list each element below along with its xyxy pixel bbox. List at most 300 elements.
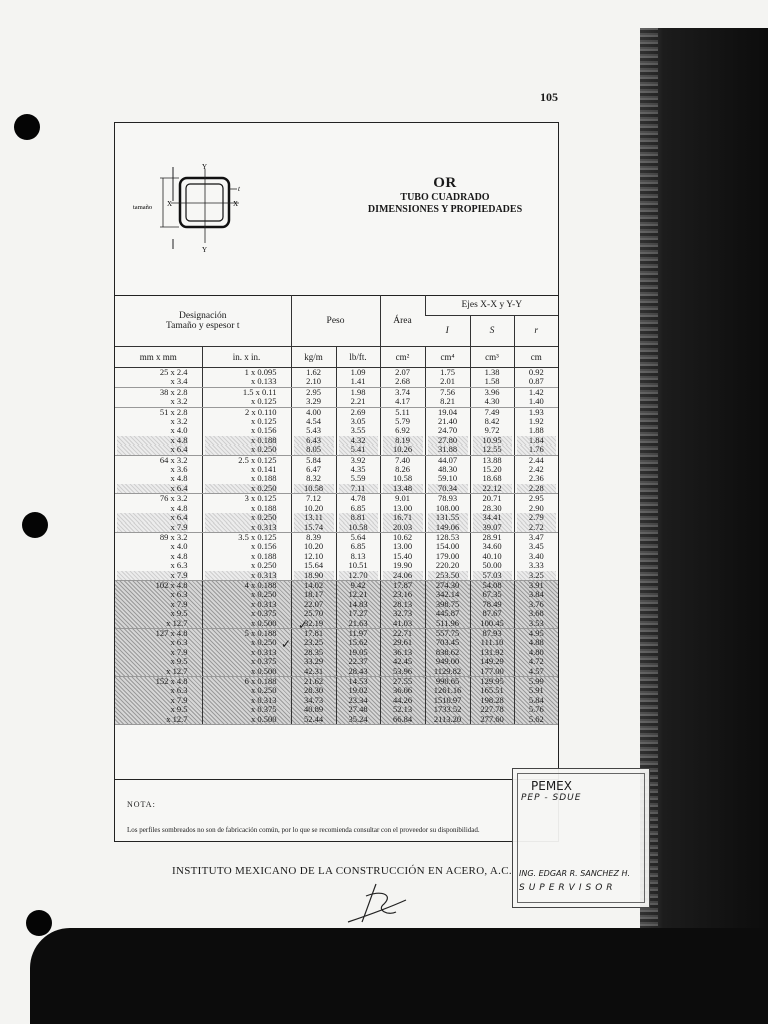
radius-cell	[514, 677, 558, 725]
weight-kg-cell	[291, 407, 336, 455]
table-value: x 6.3	[170, 589, 188, 600]
thickness-value: 0.250	[257, 589, 277, 600]
thickness-value: 0.500	[257, 617, 277, 628]
table-value: 198.28	[480, 694, 504, 705]
size-mm-cell	[115, 407, 202, 455]
table-value: 1 x 0.095	[244, 367, 277, 377]
table-value: 41.03	[392, 617, 413, 628]
table-value: 15.74	[294, 523, 334, 532]
table-value: 0.87	[528, 376, 544, 387]
table-value: x 0.313	[205, 571, 277, 580]
institute-name: INSTITUTO MEXICANO DE LA CONSTRUCCIÓN EN ACERO, A.C.	[172, 865, 512, 877]
table-value: 3 x 0.125	[244, 493, 277, 504]
thickness-value: 4.8	[176, 579, 188, 590]
table-value: 28.13	[392, 598, 413, 609]
size-in-cell	[202, 368, 291, 388]
thickness-value: 0.250	[257, 685, 277, 696]
table-value: 13.48	[383, 484, 423, 493]
table-value: 11.97	[348, 627, 368, 638]
table-value: 2.69	[350, 406, 366, 417]
table-value: 949.00	[435, 656, 460, 667]
table-value: x 0.156	[251, 541, 277, 552]
table-value: 32.19	[303, 617, 324, 628]
binder-hole	[26, 910, 52, 936]
table-value: 15.20	[482, 464, 502, 475]
table-value: 5.99	[528, 676, 544, 686]
table-value: 76 x 3.2	[159, 493, 188, 504]
table-value: 10.58	[392, 473, 413, 484]
thickness-value: 0.188	[257, 434, 277, 445]
size-group-row	[115, 494, 558, 533]
table-value: 5.41	[339, 445, 378, 454]
weight-lb-cell	[336, 628, 380, 676]
table-value: 12.55	[473, 445, 512, 454]
table-value: x 0.375	[251, 608, 277, 619]
thickness-value: 3.6	[176, 464, 188, 475]
stamp-brand: PEMEX	[531, 779, 572, 793]
thickness-value: 0.250	[257, 444, 277, 455]
size-mm-value: 89	[159, 531, 169, 542]
thickness-value: 12.7	[172, 713, 188, 724]
table-value: 154.00	[435, 541, 460, 552]
table-value: x 0.125	[251, 416, 277, 427]
table-value: 57.03	[473, 571, 512, 580]
sheet-title	[355, 175, 535, 216]
table-value: x 7.9	[117, 571, 188, 580]
table-value: 128.53	[435, 531, 460, 542]
table-value: 8.05	[294, 445, 334, 454]
weight-kg-cell	[291, 628, 336, 676]
table-value: x 9.5	[170, 608, 188, 619]
table-value: 4.78	[350, 493, 366, 504]
table-value: 14.53	[348, 676, 368, 686]
size-mm-value: 152	[155, 676, 169, 686]
thickness-value: 7.9	[176, 521, 188, 532]
table-value: 70.34	[428, 484, 468, 493]
table-value: x 3.6	[170, 464, 188, 475]
modulus-cell	[470, 677, 514, 725]
thickness-value: 2.8	[176, 406, 188, 417]
table-value: 1.88	[528, 425, 544, 436]
diagram-axis-x-right: X	[233, 200, 239, 208]
section-subtitle: TUBO CUADRADO	[400, 192, 490, 203]
thickness-value: 0.125	[257, 396, 277, 407]
handwritten-check-mark: ✓	[281, 637, 292, 651]
table-value: 342.14	[435, 589, 460, 600]
table-value: x 7.9	[170, 646, 188, 657]
size-group-row	[115, 628, 558, 676]
table-value: 2.68	[395, 376, 410, 387]
radius-cell	[514, 368, 558, 388]
table-value: 10.62	[392, 531, 413, 542]
table-value: 253.50	[428, 571, 468, 580]
table-value: 42.31	[303, 665, 324, 676]
table-value: 6 x 0.188	[244, 676, 277, 686]
weight-lb-cell	[336, 368, 380, 388]
table-value: 19.05	[348, 646, 368, 657]
table-value: 8.13	[350, 550, 366, 561]
table-value: x 0.125	[251, 396, 277, 407]
size-mm-value: 76	[159, 493, 169, 504]
table-value: 36.13	[392, 646, 413, 657]
size-mm-cell	[115, 455, 202, 494]
table-value: 10.20	[303, 541, 324, 552]
table-value: 14.02	[303, 579, 324, 590]
table-value: 277.60	[480, 713, 504, 724]
radius-cell	[514, 628, 558, 676]
size-group-row	[115, 455, 558, 494]
size-group-row	[115, 368, 558, 388]
table-value: 152 x 4.8	[155, 676, 188, 686]
table-value: 5.76	[528, 704, 544, 715]
thickness-value: 7.9	[176, 569, 188, 580]
table-value: 4.00	[306, 406, 321, 417]
stamp-department: PEP - SDUE	[521, 793, 582, 803]
thickness-value: 0.188	[257, 627, 277, 638]
modulus-cell	[470, 455, 514, 494]
table-value: 1.92	[528, 416, 544, 427]
unit-label: cm²	[380, 347, 425, 368]
weight-lb-cell	[336, 387, 380, 407]
thickness-value: 0.250	[257, 560, 277, 571]
table-value: 8.81	[339, 513, 378, 522]
table-value: 149.06	[428, 523, 468, 532]
unit-label: in. x in.	[202, 347, 291, 368]
size-in-cell	[202, 628, 291, 676]
table-value: x 0.313	[251, 646, 277, 657]
table-value: 102 x 4.8	[155, 579, 188, 590]
diagram-thickness-label: t	[238, 185, 240, 193]
thickness-value: 0.375	[257, 704, 277, 715]
table-value: 5.64	[350, 531, 366, 542]
table-value: 2.44	[528, 454, 544, 465]
size-mm-value: 51	[159, 406, 169, 417]
table-value: x 0.500	[251, 713, 277, 724]
table-value: 51 x 2.8	[159, 406, 188, 417]
table-value: 12.21	[348, 589, 368, 600]
table-value: 8.26	[395, 464, 410, 475]
table-value: 4.88	[528, 637, 544, 648]
table-value: 2.5 x 0.125	[238, 454, 277, 465]
size-in-value: 5	[244, 627, 249, 638]
table-value: 39.07	[473, 523, 512, 532]
table-value: 22.07	[303, 598, 324, 609]
size-mm-cell	[115, 580, 202, 628]
table-value: 0.92	[528, 367, 544, 377]
size-mm-value: 64	[159, 454, 169, 465]
thickness-value: 6.3	[176, 685, 188, 696]
table-value: 87.67	[482, 608, 502, 619]
table-value: 4.54	[306, 416, 321, 427]
table-value: 127 x 4.8	[155, 627, 188, 638]
table-value: 1261.16	[433, 685, 462, 696]
thickness-value: 9.5	[176, 656, 188, 667]
table-value: 18.90	[294, 571, 334, 580]
area-cell	[380, 532, 425, 580]
inertia-cell	[425, 387, 470, 407]
stamp-signer-name: ING. EDGAR R. SANCHEZ H.	[519, 869, 631, 878]
thickness-value: 7.9	[176, 646, 188, 657]
table-value: 5.84	[306, 454, 321, 465]
table-value: x 0.250	[251, 589, 277, 600]
thickness-value: 0.313	[257, 646, 277, 657]
size-in-value: 3.5	[238, 531, 249, 542]
thickness-value: 4.8	[176, 676, 188, 686]
table-value: 1.75	[440, 367, 455, 377]
table-value: 21.63	[348, 617, 368, 628]
thickness-value: 7.9	[176, 598, 188, 609]
designation-header: Designación Tamaño y espesor t	[115, 295, 291, 347]
table-value: 7.56	[440, 386, 455, 397]
table-value: 8.42	[484, 416, 500, 427]
thickness-value: 6.3	[176, 637, 188, 648]
inertia-cell	[425, 455, 470, 494]
thickness-value: 0.156	[257, 425, 277, 436]
table-value: 4.57	[528, 665, 544, 676]
table-value: 18.68	[482, 473, 502, 484]
thickness-value: 0.125	[257, 454, 277, 465]
size-mm-cell	[115, 532, 202, 580]
scan-dark-edge-right	[640, 28, 768, 1024]
weight-kg-cell	[291, 494, 336, 533]
table-value: 10.20	[303, 502, 324, 513]
table-value: 1.84	[517, 436, 557, 445]
table-value: 8.21	[440, 396, 455, 407]
table-value: 131.92	[480, 646, 504, 657]
table-value: 28.30	[303, 685, 324, 696]
table-value: 2.01	[440, 376, 455, 387]
table-value: 838.62	[435, 646, 460, 657]
table-value: 40.10	[482, 550, 502, 561]
table-value: 17.27	[348, 608, 368, 619]
table-value: 3.45	[528, 541, 544, 552]
table-value: 2113.20	[433, 713, 462, 724]
inertia-cell	[425, 580, 470, 628]
table-value: 1.38	[484, 367, 500, 377]
table-value: x 4.0	[170, 541, 188, 552]
table-value: x 0.141	[251, 464, 277, 475]
table-value: 78.93	[437, 493, 458, 504]
table-value: 53.96	[392, 665, 413, 676]
table-value: 3.92	[350, 454, 366, 465]
diagram-axis-x-left: X	[167, 200, 173, 208]
table-value: 54.08	[482, 579, 502, 590]
table-value: 2.90	[528, 502, 544, 513]
table-value: x 9.5	[170, 704, 188, 715]
thickness-value: 0.313	[257, 521, 277, 532]
table-value: 21.62	[303, 676, 324, 686]
weight-lb-cell	[336, 455, 380, 494]
thickness-value: 0.313	[257, 598, 277, 609]
table-value: 3.84	[528, 589, 544, 600]
size-mm-value: 38	[159, 386, 169, 397]
table-value: 1129.82	[433, 665, 462, 676]
table-value: 990.65	[435, 676, 460, 686]
table-value: 15.64	[303, 560, 324, 571]
table-value: 67.35	[482, 589, 502, 600]
table-value: 89 x 3.2	[159, 531, 188, 542]
inertia-cell	[425, 532, 470, 580]
table-value: 15.40	[392, 550, 413, 561]
modulus-cell	[470, 628, 514, 676]
thickness-value: 2.8	[176, 386, 188, 397]
table-value: 7.49	[484, 406, 500, 417]
size-in-cell	[202, 455, 291, 494]
table-value: x 6.3	[170, 560, 188, 571]
weight-kg-cell	[291, 368, 336, 388]
inertia-cell	[425, 407, 470, 455]
table-value: x 0.375	[251, 656, 277, 667]
table-value: 2.36	[528, 473, 544, 484]
thickness-value: 0.133	[257, 376, 277, 387]
size-in-cell	[202, 532, 291, 580]
unit-label: cm⁴	[425, 347, 470, 368]
table-value: 1733.52	[433, 704, 462, 715]
table-value: 1.62	[306, 367, 321, 377]
table-value: 52.44	[303, 713, 324, 724]
thickness-value: 4.8	[176, 550, 188, 561]
table-value: 1.58	[484, 376, 500, 387]
table-value: 5.84	[528, 694, 544, 705]
table-value: x 4.8	[117, 436, 188, 445]
table-value: 2.72	[517, 523, 557, 532]
thickness-value: 0.188	[257, 502, 277, 513]
weight-lb-cell	[336, 494, 380, 533]
table-value: 1.41	[350, 376, 366, 387]
table-value: 24.06	[383, 571, 423, 580]
table-value: 1.98	[350, 386, 366, 397]
thickness-value: 6.3	[176, 560, 188, 571]
sheet-footer	[115, 779, 558, 842]
table-value: 21.40	[437, 416, 458, 427]
table-value: 2.95	[306, 386, 321, 397]
size-mm-cell	[115, 387, 202, 407]
table-value: 8.32	[306, 473, 321, 484]
inertia-cell	[425, 494, 470, 533]
thickness-value: 0.500	[257, 665, 277, 676]
thickness-value: 0.188	[257, 579, 277, 590]
modulus-cell	[470, 580, 514, 628]
table-value: 20.03	[383, 523, 423, 532]
table-value: 27.55	[392, 676, 413, 686]
area-cell	[380, 368, 425, 388]
table-value: 5.79	[395, 416, 410, 427]
table-value: 3.33	[528, 560, 544, 571]
tube-section-diagram	[133, 163, 253, 253]
table-value: 10.26	[383, 445, 423, 454]
thickness-value: 0.375	[257, 608, 277, 619]
table-value: 15.62	[348, 637, 368, 648]
binder-hole	[14, 114, 40, 140]
table-value: 22.12	[473, 484, 512, 493]
table-value: 28.35	[303, 646, 324, 657]
modulus-cell	[470, 407, 514, 455]
table-value: 398.75	[435, 598, 460, 609]
table-value: 13.00	[392, 502, 413, 513]
thickness-value: 0.125	[257, 531, 277, 542]
table-value: 16.71	[383, 513, 423, 522]
thickness-value: 2.4	[176, 367, 188, 377]
thickness-value: 4.0	[176, 425, 188, 436]
radius-cell	[514, 494, 558, 533]
thickness-value: 0.250	[257, 512, 277, 523]
table-value: 3.55	[350, 425, 366, 436]
table-value: x 0.250	[205, 513, 277, 522]
table-value: 5 x 0.188	[244, 627, 277, 638]
thickness-value: 0.125	[257, 493, 277, 504]
table-value: 17.81	[303, 627, 324, 638]
table-value: 1510.97	[433, 694, 462, 705]
table-value: x 9.5	[170, 656, 188, 667]
thickness-value: 3.4	[176, 376, 188, 387]
table-value: 13.00	[392, 541, 413, 552]
table-value: 2.42	[528, 464, 544, 475]
table-value: 12.70	[339, 571, 378, 580]
table-value: 64 x 3.2	[159, 454, 188, 465]
table-value: 2 x 0.110	[244, 406, 277, 417]
table-value: 31.88	[428, 445, 468, 454]
table-value: 5.62	[528, 713, 544, 724]
table-value: x 0.375	[251, 704, 277, 715]
radius-cell	[514, 455, 558, 494]
table-value: 23.25	[303, 637, 324, 648]
stamp-signer-role: SUPERVISOR	[519, 883, 617, 893]
thickness-value: 9.5	[176, 704, 188, 715]
table-value: 20.71	[482, 493, 502, 504]
table-value: x 4.0	[170, 425, 188, 436]
unit-label: lb/ft.	[336, 347, 380, 368]
table-value: 703.45	[435, 637, 460, 648]
table-value: x 0.188	[251, 502, 277, 513]
modulus-cell	[470, 494, 514, 533]
table-value: 27.48	[348, 704, 368, 715]
table-value: 38 x 2.8	[159, 386, 188, 397]
table-value: 50.00	[482, 560, 502, 571]
table-value: 34.73	[303, 694, 324, 705]
table-value: 2.95	[528, 493, 544, 504]
table-value: x 0.188	[251, 550, 277, 561]
area-cell	[380, 677, 425, 725]
radius-cell	[514, 532, 558, 580]
table-value: 108.00	[435, 502, 460, 513]
handwritten-check-mark: ✓	[298, 618, 309, 632]
table-value: 2.21	[350, 396, 366, 407]
table-value: 1.76	[517, 445, 557, 454]
binder-hole	[22, 512, 48, 538]
table-value: 220.20	[435, 560, 460, 571]
table-value: 34.60	[482, 541, 502, 552]
table-value: 7.11	[339, 484, 378, 493]
size-mm-cell	[115, 494, 202, 533]
handwritten-signature	[336, 878, 426, 928]
table-value: 10.58	[294, 484, 334, 493]
table-value: 4.17	[395, 396, 410, 407]
table-value: 165.51	[480, 685, 504, 696]
table-value: x 0.188	[205, 436, 277, 445]
table-value: 19.02	[348, 685, 368, 696]
table-value: x 7.9	[117, 523, 188, 532]
size-mm-value: 102	[155, 579, 169, 590]
table-value: 274.30	[435, 579, 460, 590]
table-value: 9.01	[395, 493, 410, 504]
table-value: 557.75	[435, 627, 460, 638]
size-in-value: 2	[244, 406, 250, 417]
weight-kg-cell	[291, 677, 336, 725]
inertia-cell	[425, 368, 470, 388]
table-value: 42.45	[392, 656, 413, 667]
table-value: 2.28	[517, 484, 557, 493]
table-value: 22.37	[348, 656, 368, 667]
